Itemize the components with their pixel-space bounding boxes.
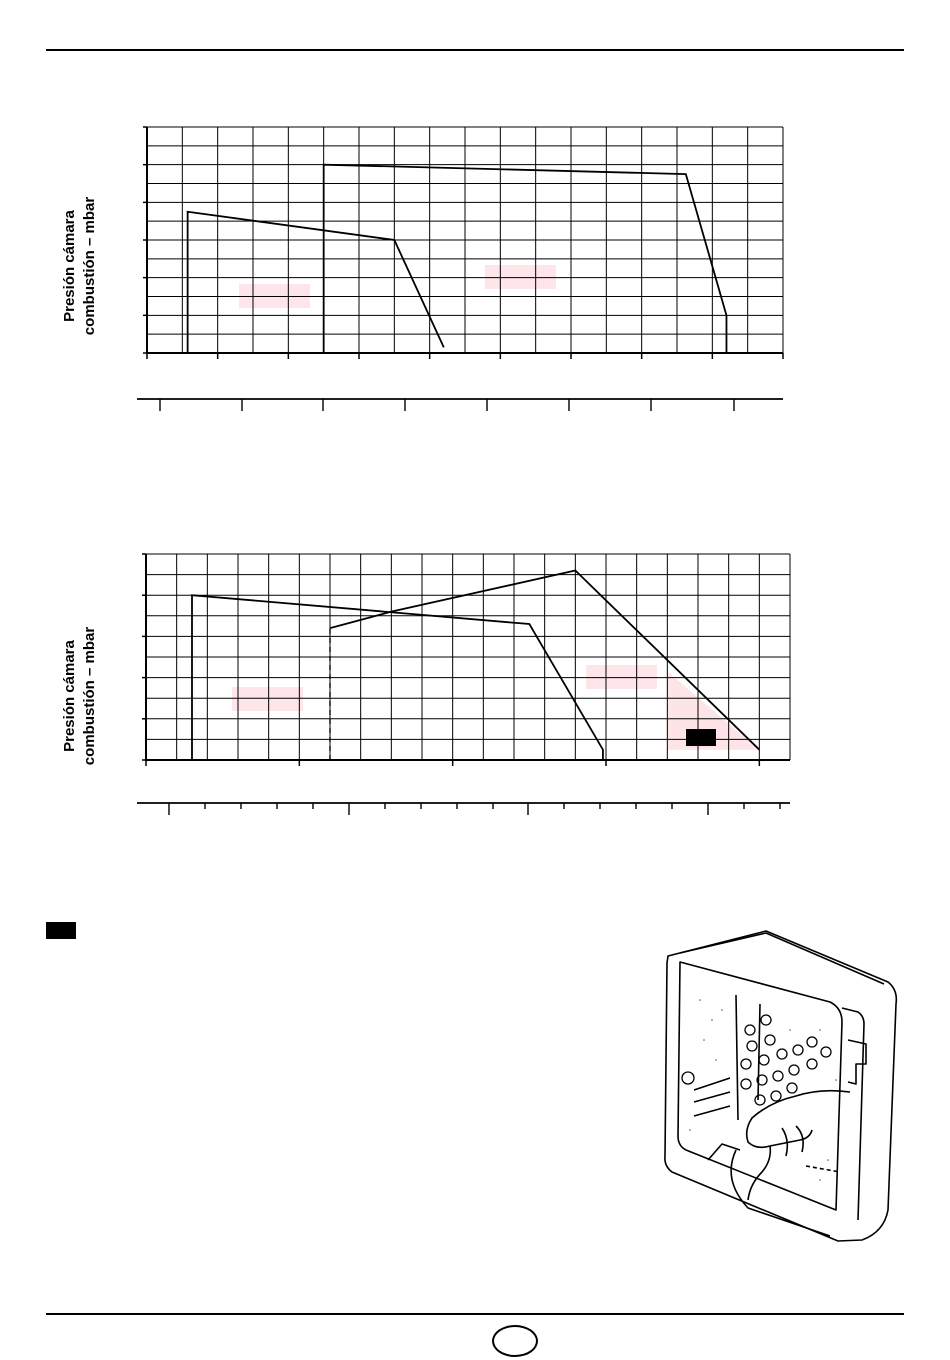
- highlight-box-2: [586, 665, 657, 689]
- section-marker-block: [46, 922, 76, 939]
- region-marker: [686, 729, 716, 746]
- chart1-y-axis-label: Presión cámara combustión – mbar: [61, 196, 98, 336]
- highlight-box-1: [232, 687, 303, 711]
- chart2-y-axis-label: Presión cámara combustión – mbar: [61, 626, 98, 766]
- page-number-badge: [492, 1325, 538, 1357]
- footer-rule: [46, 1313, 904, 1315]
